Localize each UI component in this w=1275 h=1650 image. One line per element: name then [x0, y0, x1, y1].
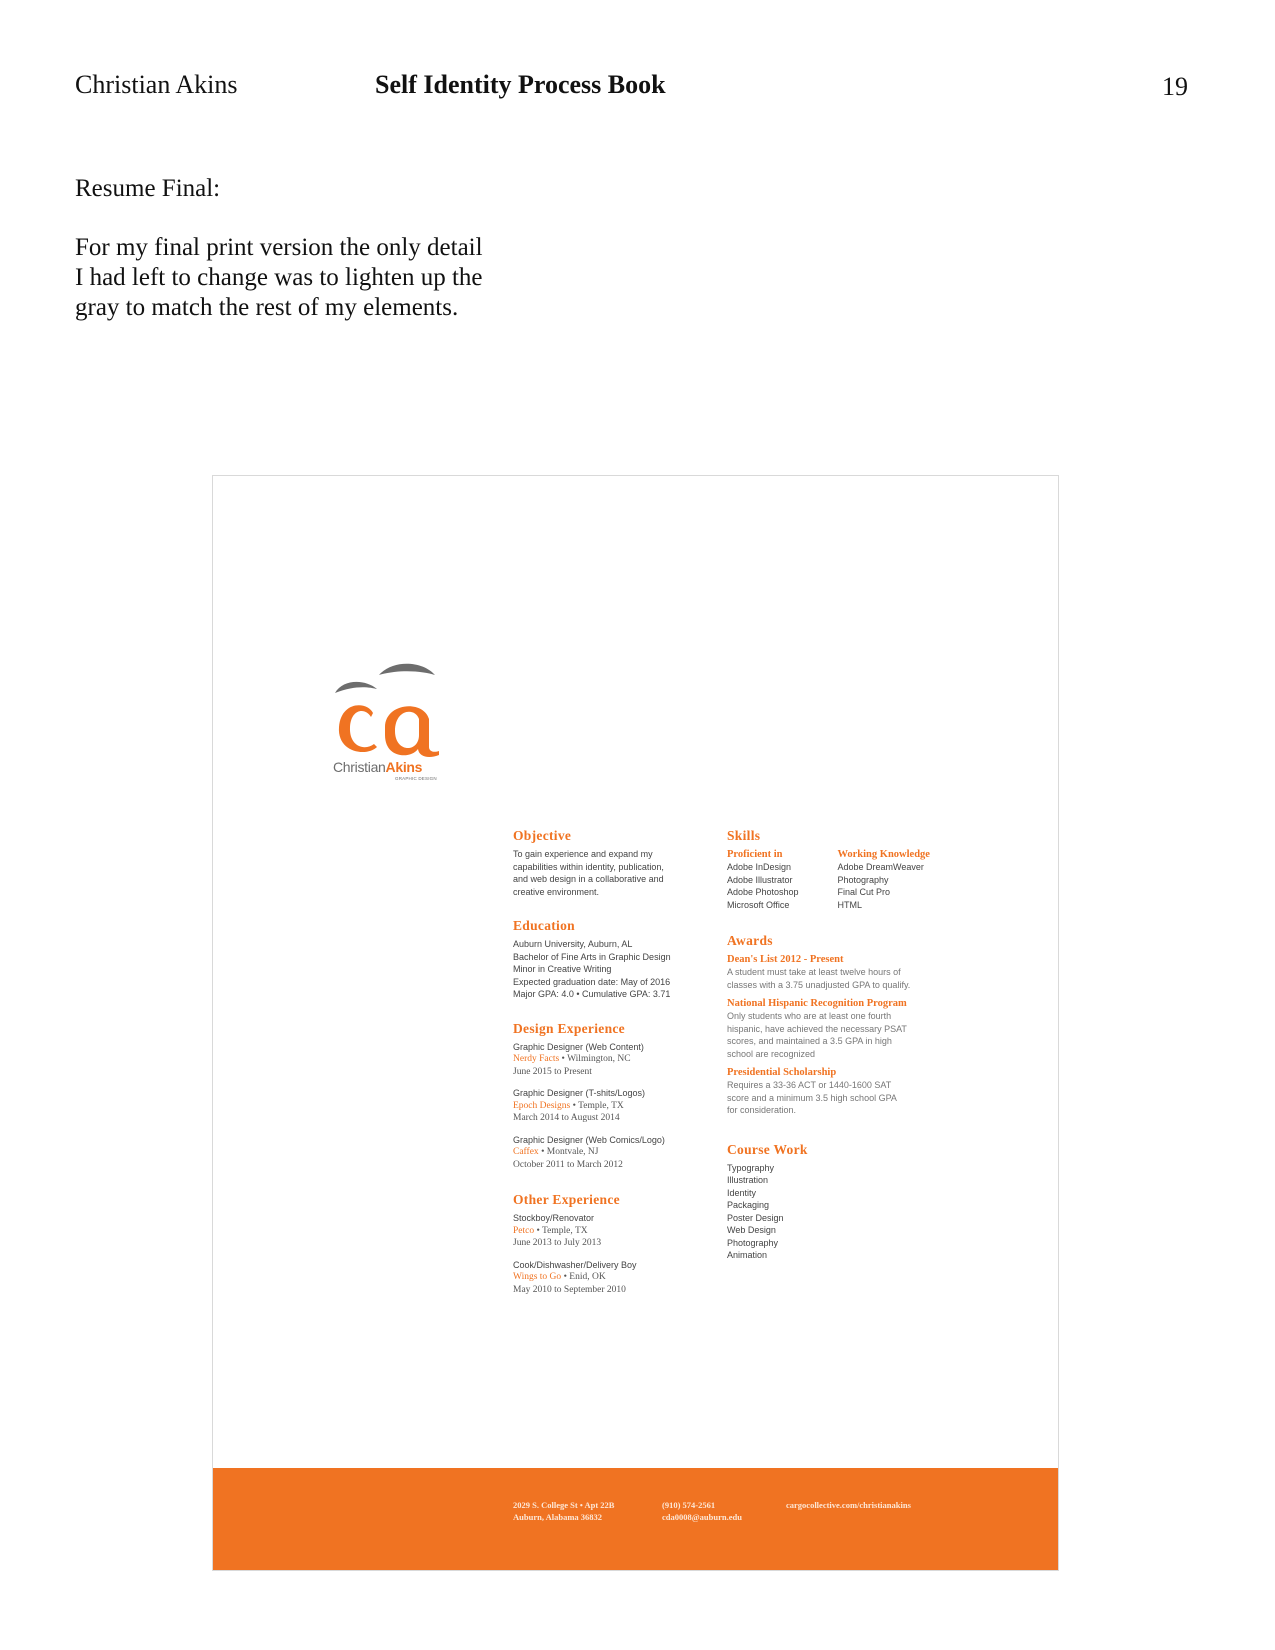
award-desc: scores, and maintained a 3.5 GPA in high: [727, 1036, 892, 1046]
intro-heading: Resume Final:: [75, 175, 221, 202]
objective-section: [513, 828, 693, 898]
logo-subtitle: GRAPHIC DESIGN: [395, 776, 437, 781]
award-name: Dean's List 2012 - Present: [727, 954, 844, 965]
job-dates: March 2014 to August 2014: [513, 1113, 620, 1123]
awards-title: Awards: [727, 933, 773, 948]
education-line: Auburn University, Auburn, AL: [513, 939, 633, 949]
objective-line: and web design in a collaborative and: [513, 874, 664, 884]
logo-wordmark: [333, 759, 422, 775]
course-work-title: Course Work: [727, 1141, 808, 1157]
ca-monogram-logo: [333, 661, 445, 761]
intro-line: gray to match the rest of my elements.: [75, 294, 459, 321]
award-desc: A student must take at least twelve hours of: [727, 967, 901, 977]
skill-item: HTML: [837, 899, 862, 910]
objective-line: To gain experience and expand my: [513, 849, 653, 859]
resume-right-column: [727, 828, 937, 1262]
job-company: Petco: [513, 1225, 535, 1236]
skill-item: Adobe Illustrator: [727, 874, 793, 885]
footer-email: cda0008@auburn.edu: [662, 1512, 742, 1522]
header-title: Self Identity Process Book: [375, 70, 666, 99]
footer-website: cargocollective.com/christianakins: [786, 1500, 911, 1510]
education-title: Education: [513, 918, 575, 933]
logo-accent-a: [379, 664, 435, 675]
education-line: Expected graduation date: May of 2016: [513, 976, 671, 987]
job-dates: June 2013 to July 2013: [513, 1238, 602, 1248]
job-location: • Wilmington, NC: [559, 1054, 631, 1064]
job-entry: [513, 1134, 693, 1172]
award-desc: for consideration.: [727, 1105, 797, 1115]
job-company: Nerdy Facts: [513, 1054, 560, 1064]
objective-text: [513, 848, 693, 898]
intro-line: For my final print version the only detail: [75, 234, 483, 261]
skill-item: Final Cut Pro: [837, 887, 890, 897]
proficient-list: [727, 848, 817, 911]
resume-preview: [212, 475, 1059, 1571]
skill-item: Adobe InDesign: [727, 862, 792, 872]
skill-item: Photography: [837, 874, 889, 885]
award-desc: score and a minimum 3.5 high school GPA: [727, 1092, 897, 1103]
footer-contact: [662, 1499, 742, 1523]
education-line: Bachelor of Fine Arts in Graphic Design: [513, 951, 671, 962]
award-name: Presidential Scholarship: [727, 1067, 837, 1078]
working-knowledge-title: Working Knowledge: [837, 849, 930, 860]
education-line: Major GPA: 4.0 • Cumulative GPA: 3.71: [513, 989, 671, 999]
education-section: [513, 918, 693, 1001]
footer-phone: (910) 574-2561: [662, 1500, 716, 1510]
logo-letter-a: [385, 706, 439, 757]
award-desc: Requires a 33-36 ACT or 1440-1600 SAT: [727, 1080, 892, 1090]
job-location: • Montvale, NJ: [538, 1147, 599, 1157]
job-entry: [513, 1212, 693, 1250]
logo-first-name: Christian: [333, 759, 386, 775]
award-desc: classes with a 3.75 unadjusted GPA to qualify.: [727, 979, 911, 990]
course-item: Photography: [727, 1237, 779, 1248]
education-line: Minor in Creative Writing: [513, 964, 612, 974]
award-name: National Hispanic Recognition Program: [727, 998, 907, 1009]
job-role: Stockboy/Renovator: [513, 1213, 595, 1223]
other-experience-section: [513, 1192, 693, 1296]
job-entry: [513, 1041, 693, 1079]
logo: [333, 661, 445, 781]
design-experience-title: Design Experience: [513, 1020, 625, 1036]
job-role: Cook/Dishwasher/Delivery Boy: [513, 1259, 637, 1270]
job-location: • Temple, TX: [570, 1100, 624, 1111]
objective-title: Objective: [513, 828, 572, 843]
working-knowledge-list: [837, 848, 937, 911]
award-desc: hispanic, have achieved the necessary PSAT: [727, 1023, 907, 1034]
course-work-section: [727, 1142, 937, 1262]
job-company-line: [513, 1271, 693, 1284]
course-item: Packaging: [727, 1200, 770, 1210]
proficient-title: Proficient in: [727, 849, 783, 860]
course-item: Web Design: [727, 1225, 776, 1235]
objective-line: creative environment.: [513, 886, 600, 897]
skill-item: Microsoft Office: [727, 899, 790, 910]
footer-address: [513, 1499, 614, 1523]
job-location: • Temple, TX: [534, 1225, 588, 1236]
job-company: Caffex: [513, 1147, 539, 1157]
course-item: Identity: [727, 1187, 757, 1198]
resume-left-column: [513, 828, 693, 1305]
job-company-line: [513, 1100, 693, 1113]
course-item: Animation: [727, 1250, 768, 1260]
objective-line: capabilities within identity, publication,: [513, 861, 664, 872]
job-role: Graphic Designer (Web Comics/Logo): [513, 1134, 665, 1145]
job-company: Epoch Designs: [513, 1100, 571, 1111]
job-company-line: [513, 1225, 693, 1238]
course-item: Typography: [727, 1162, 775, 1173]
award-entry: [727, 997, 937, 1060]
job-dates: May 2010 to September 2010: [513, 1284, 626, 1295]
job-company-line: [513, 1146, 693, 1159]
intro-body: [75, 233, 505, 323]
award-desc: school are recognized: [727, 1048, 816, 1059]
award-entry: [727, 1066, 937, 1117]
skills-title: Skills: [727, 828, 761, 843]
design-experience-section: [513, 1021, 693, 1172]
job-entry: [513, 1087, 693, 1125]
award-entry: [727, 953, 937, 991]
job-role: Graphic Designer (T-shits/Logos): [513, 1088, 646, 1098]
award-desc: Only students who are at least one fourth: [727, 1011, 892, 1021]
course-item: Poster Design: [727, 1212, 784, 1223]
intro-line: I had left to change was to lighten up the: [75, 264, 483, 291]
course-item: Illustration: [727, 1175, 769, 1185]
page-number: 19: [1162, 72, 1188, 101]
job-role: Graphic Designer (Web Content): [513, 1041, 644, 1052]
footer-address-line: Auburn, Alabama 36832: [513, 1512, 603, 1522]
job-location: • Enid, OK: [561, 1272, 606, 1282]
skills-grid: [727, 848, 937, 911]
logo-accent-c: [335, 682, 377, 693]
header-author: Christian Akins: [75, 70, 238, 99]
job-dates: October 2011 to March 2012: [513, 1159, 623, 1170]
awards-section: [727, 933, 937, 1117]
education-text: [513, 938, 693, 1001]
footer-address-line: 2029 S. College St • Apt 22B: [513, 1500, 615, 1510]
resume-footer: [213, 1468, 1059, 1571]
logo-letter-c: [339, 705, 377, 752]
job-dates: June 2015 to Present: [513, 1066, 592, 1077]
job-company-line: [513, 1053, 693, 1066]
other-experience-title: Other Experience: [513, 1192, 620, 1207]
job-company: Wings to Go: [513, 1272, 562, 1282]
skills-section: [727, 828, 937, 911]
logo-last-name: Akins: [385, 759, 423, 775]
skill-item: Adobe DreamWeaver: [837, 862, 924, 872]
job-entry: [513, 1259, 693, 1297]
skill-item: Adobe Photoshop: [727, 887, 799, 897]
